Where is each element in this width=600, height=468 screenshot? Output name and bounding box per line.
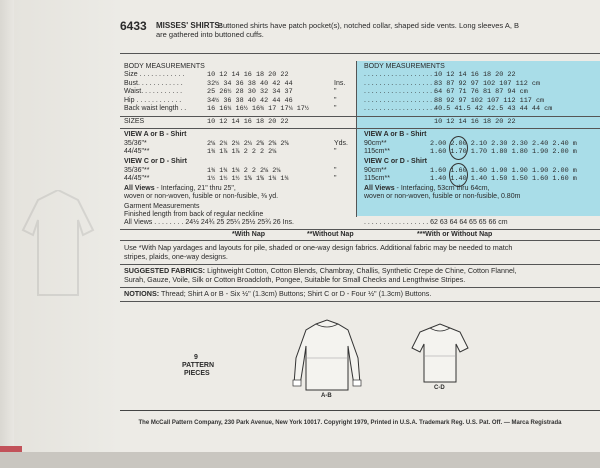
all-views-metric-line-1: All Views - Interfacing, 53cm thru 64cm, xyxy=(364,185,490,192)
with-nap-legend: *With Nap xyxy=(232,231,265,238)
view-cd-row-values: 1¾ 1¾ 1¾ 2 2 2⅛ 2⅛ xyxy=(207,167,281,175)
pattern-info-sheet xyxy=(112,8,588,414)
pattern-number: 6433 xyxy=(120,19,147,33)
use-note-1: Use *With Nap yardages and layouts for pile, shaded or one-way design fabrics. Additional fabric may be needed to match xyxy=(124,243,513,252)
rule xyxy=(120,264,600,265)
metric-meas-row-values: 83 87 92 97 102 107 112 cm xyxy=(434,79,541,88)
all-views-line-2: woven or non-woven, fusible or non-fusible, ⅜ yd. xyxy=(124,193,279,200)
view-ab-label-metric: VIEW A or B - Shirt xyxy=(364,131,427,138)
shirt-ab-caption: A-B xyxy=(321,393,332,399)
pattern-pieces-count: 9 xyxy=(194,354,198,361)
view-ab-row-label: 44/45"** xyxy=(124,148,150,155)
body-meas-row-label: Waist. . . . . . . . . . . xyxy=(124,88,183,95)
suggested-fabrics-line-2: Surah, Gauze, Voile, Silk or Cotton Broadcloth, Pongee, Suitable for Small Checks and Lengthwise Stripes. xyxy=(124,275,466,284)
shirt-ab-back-view xyxy=(290,318,364,394)
rule xyxy=(120,53,600,54)
footer-copyright: The McCall Pattern Company, 230 Park Avenue, New York 10017. Copyright 1979, Printed in U.S.A. Trademark Reg. U.S. Pat. Off. — Marca Registrada xyxy=(138,420,562,426)
rule xyxy=(120,410,600,411)
body-meas-row-values: 16 16¼ 16½ 16¾ 17 17¼ 17½ xyxy=(207,105,309,113)
view-ab-row-unit: Yds. xyxy=(334,140,349,147)
view-cd-metric-row-values: 1.40 1.40 1.40 1.50 1.50 1.60 1.60 m xyxy=(430,175,577,183)
body-meas-row-values: 25 26½ 28 30 32 34 37 xyxy=(207,88,293,96)
view-cd-row-values: 1½ 1½ 1½ 1⅝ 1⅝ 1¾ 1¾ xyxy=(207,175,289,183)
body-meas-row-unit: Ins. xyxy=(334,79,346,87)
use-note-2: stripes, plaids, one-way designs. xyxy=(124,252,228,261)
view-cd-metric-row-values: 1.60 1.60 1.60 1.90 1.90 1.90 2.00 m xyxy=(430,167,577,175)
view-ab-row-values: 2⅛ 2¼ 2¼ 2¼ 2⅝ 2⅝ 2⅝ xyxy=(207,140,289,148)
metric-meas-row-leader: . . . . . . . . . . . . . . . . . . . xyxy=(364,105,436,112)
sizes-values: 10 12 14 16 18 20 22 xyxy=(207,118,289,126)
body-meas-row-label: Bust. . . . . . . . . . . . xyxy=(124,79,183,87)
garment-measurements-desc: Finished length from back of regular neckline xyxy=(124,211,264,218)
metric-meas-row-values: 40.5 41.5 42 42.5 43 44 44 cm xyxy=(434,105,553,113)
size-circle-mark xyxy=(449,136,468,160)
all-views-line-1: All Views - Interfacing, 21" thru 25", xyxy=(124,185,236,192)
view-cd-label-metric: VIEW C or D - Shirt xyxy=(364,158,427,165)
body-meas-row-label: Back waist length . . xyxy=(124,105,187,112)
sizes-values-metric: 10 12 14 16 18 20 22 xyxy=(434,118,516,126)
rule xyxy=(120,128,600,129)
with-or-without-nap-legend: ***With or Without Nap xyxy=(417,231,493,238)
body-meas-row-values: 10 12 14 16 18 20 22 xyxy=(207,71,289,79)
envelope-flap xyxy=(0,0,14,468)
sizes-label: SIZES xyxy=(124,118,145,125)
all-views-metric-line-2: woven or non-woven, fusible or non-fusible, 0.80m xyxy=(364,193,521,200)
pattern-pieces-label-1: PATTERN xyxy=(182,362,215,369)
body-meas-row-unit: " xyxy=(334,105,337,112)
pattern-pieces-label-2: PIECES xyxy=(184,370,210,377)
column-divider xyxy=(356,61,357,217)
view-ab-label: VIEW A or B - Shirt xyxy=(124,131,187,138)
body-meas-row-unit: " xyxy=(334,96,337,104)
body-meas-row-unit: " xyxy=(334,88,337,95)
view-ab-metric-row-values: 2.00 2.00 2.10 2.30 2.30 2.40 2.40 m xyxy=(430,140,577,148)
body-meas-row-values: 32½ 34 36 38 40 42 44 xyxy=(207,79,293,88)
view-ab-metric-row-label: 90cm** xyxy=(364,140,387,147)
metric-meas-row-values: 64 67 71 76 81 87 94 cm xyxy=(434,88,528,96)
metric-meas-row-leader: . . . . . . . . . . . . . . . . . . . xyxy=(364,88,436,95)
body-meas-row-label: Hip . . . . . . . . . . . . xyxy=(124,96,182,104)
garment-measurements-label: Garment Measurements xyxy=(124,203,200,210)
heading-desc-1: Buttoned shirts have patch pocket(s), notched collar, shaped side vents. Long sleeves A, B xyxy=(218,21,520,30)
view-ab-metric-row-values: 1.60 1.70 1.70 1.80 1.80 1.90 2.00 m xyxy=(430,148,577,156)
heading-desc-2: are gathered into buttoned cuffs. xyxy=(156,30,264,39)
rule xyxy=(120,287,600,288)
view-cd-metric-row-label: 115cm** xyxy=(364,175,390,182)
view-ab-metric-row-label: 115cm** xyxy=(364,148,390,155)
view-ab-row-unit: " xyxy=(334,148,337,155)
metric-meas-row-leader: . . . . . . . . . . . . . . . . . . . xyxy=(364,79,436,87)
view-cd-metric-row-label: 90cm** xyxy=(364,167,387,174)
body-meas-row-values: 34½ 36 38 40 42 44 46 xyxy=(207,96,293,105)
body-measurements-label-metric: BODY MEASUREMENTS xyxy=(364,63,445,70)
view-cd-row-label: 35/36"** xyxy=(124,167,150,174)
faint-shirt-illustration xyxy=(18,190,98,300)
view-cd-label: VIEW C or D - Shirt xyxy=(124,158,187,165)
rule xyxy=(120,229,600,230)
rule xyxy=(120,301,600,302)
body-meas-row-label: Size . . . . . . . . . . . . xyxy=(124,71,185,78)
metric-meas-row-values: 88 92 97 102 107 112 117 cm xyxy=(434,96,545,105)
shirt-cd-caption: C-D xyxy=(434,385,445,391)
garment-metric: . . . . . . . . . . . . . . . . . 62 63 64 64 65 65 66 cm xyxy=(364,219,508,226)
garment-all-views: All Views . . . . . . . . 24½ 24¾ 25 25¼ 25½ 25¾ 26 Ins. xyxy=(124,219,294,226)
without-nap-legend: **Without Nap xyxy=(307,231,354,238)
metric-meas-row-values: 10 12 14 16 18 20 22 xyxy=(434,71,516,79)
suggested-fabrics-line-1: SUGGESTED FABRICS: Lightweight Cotton, Cotton Blends, Chambray, Challis, Synthetic Crepe de Chine, Cotton Flannel, xyxy=(124,266,517,275)
view-ab-row-label: 35/36"* xyxy=(124,140,147,147)
view-cd-row-unit: " xyxy=(334,167,337,174)
view-cd-row-label: 44/45"** xyxy=(124,175,150,182)
size-circle-mark xyxy=(449,163,468,187)
rule xyxy=(120,240,600,241)
view-cd-row-unit: " xyxy=(334,175,337,182)
rule xyxy=(120,116,600,117)
metric-meas-row-leader: . . . . . . . . . . . . . . . . . . . xyxy=(364,71,436,78)
shirt-cd-back-view xyxy=(410,322,470,386)
view-ab-row-values: 1¾ 1⅞ 1⅞ 2 2 2 2⅛ xyxy=(207,148,277,156)
metric-meas-row-leader: . . . . . . . . . . . . . . . . . . . xyxy=(364,96,436,104)
heading: MISSES' SHIRTS: xyxy=(156,21,223,30)
envelope-bottom-edge xyxy=(0,452,600,468)
body-measurements-label: BODY MEASUREMENTS xyxy=(124,63,205,70)
notions-line: NOTIONS: Thread; Shirt A or B - Six ½" (1.3cm) Buttons; Shirt C or D - Four ½" (1.3cm) Buttons. xyxy=(124,289,432,298)
